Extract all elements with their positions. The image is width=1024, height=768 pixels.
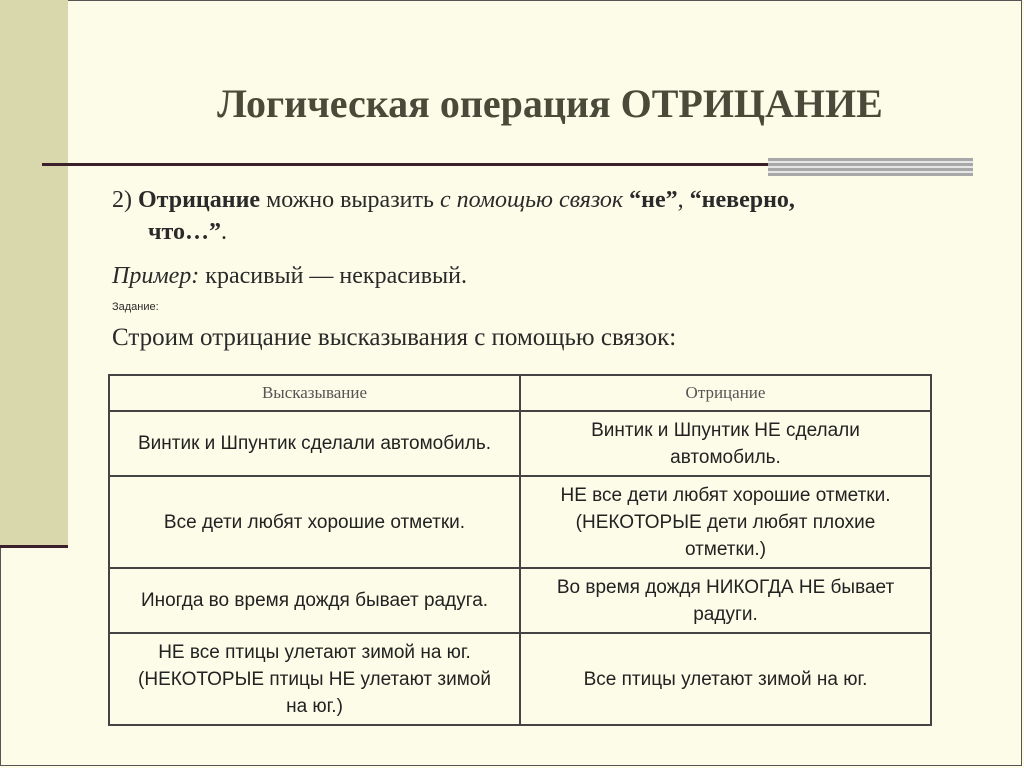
example-label: Пример: <box>112 263 200 289</box>
task-label: Задание: <box>112 301 159 313</box>
task-text: Строим отрицание высказывания с помощью связок: <box>112 324 677 351</box>
intro-quote-neverno-open: “неверно, <box>689 187 795 213</box>
statement-cell: Винтик и Шпунтик сделали автомобиль. <box>109 411 520 476</box>
intro-line <box>112 184 932 216</box>
intro-number: 2) <box>112 187 132 213</box>
intro-mid: можно выразить <box>266 187 434 213</box>
slide-title: Логическая операция ОТРИЦАНИЕ <box>217 81 883 126</box>
example-text: красивый — некрасивый. <box>205 263 468 289</box>
example-line <box>112 260 932 292</box>
slide-body <box>112 184 932 354</box>
negation-cell: НЕ все дети любят хорошие отметки. (НЕКОТОРЫЕ дети любят плохие отметки.) <box>520 476 931 568</box>
statement-cell: НЕ все птицы улетают зимой на юг. (НЕКОТОРЫЕ птицы НЕ улетают зимой на юг.) <box>109 633 520 725</box>
negation-cell: Винтик и Шпунтик НЕ сделали автомобиль. <box>520 411 931 476</box>
table-row <box>109 633 931 725</box>
negation-table <box>108 374 932 726</box>
header-statement: Высказывание <box>109 375 520 411</box>
intro-line-cont <box>148 216 932 248</box>
intro-italic-phrase: с помощью связок <box>439 187 624 213</box>
statement-cell: Все дети любят хорошие отметки. <box>109 476 520 568</box>
negation-cell: Все птицы улетают зимой на юг. <box>520 633 931 725</box>
side-decoration-bar <box>0 0 68 548</box>
header-negation: Отрицание <box>520 375 931 411</box>
intro-comma: , <box>677 187 684 213</box>
intro-quote-ne: “не” <box>629 187 678 213</box>
statement-cell: Иногда во время дождя бывает радуга. <box>109 568 520 633</box>
table-row <box>109 476 931 568</box>
table-row <box>109 411 931 476</box>
negation-cell: Во время дождя НИКОГДА НЕ бывает радуги. <box>520 568 931 633</box>
intro-quote-neverno-close: что…” <box>148 219 222 245</box>
title-divider-accent <box>768 158 973 176</box>
table-header-row <box>109 375 931 411</box>
intro-end: . <box>221 219 228 245</box>
table-row <box>109 568 931 633</box>
intro-term: Отрицание <box>138 187 261 213</box>
